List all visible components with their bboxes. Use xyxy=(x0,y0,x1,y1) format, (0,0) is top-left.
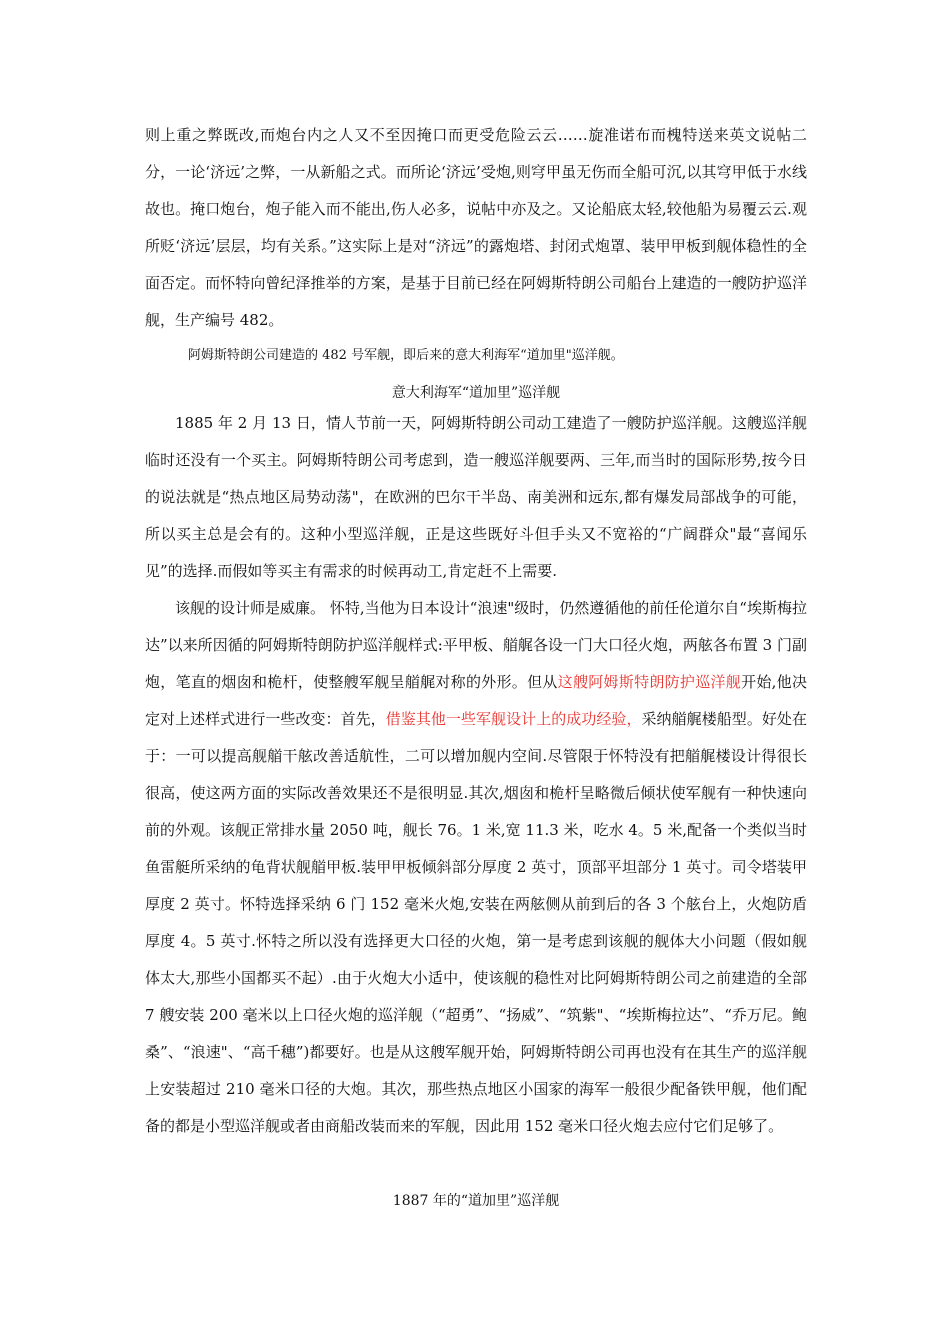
highlighted-text-experience: 借鉴其他一些军舰设计上的成功经验， xyxy=(385,710,642,728)
paragraph-design xyxy=(145,590,807,1145)
design-text-part-3: 采纳艏艉楼船型。好处在于：一可以提高舰艏干舷改善适航性，二可以增加舰内空间.尽管限于怀特没有把艏艉楼设计得很长很高，使这两方面的实际改善效果还不是很明显.其次,烟囱和桅杆呈略微后倾状使军舰有一种快速向前的外观。该舰正常排水量 2050 吨，舰长 76。1 米,宽 11.3 米，吃水 4。5 米,配备一个类似当时鱼雷艇所采纳的龟背状舰艏甲板.装甲甲板倾斜部分厚度 2 英寸，顶部平坦部分 1 英寸。司令塔装甲厚度 2 英寸。怀特选择采纳 6 门 152 毫米火炮,安装在两舷侧从前到后的各 3 个舷台上，火炮防盾厚度 4。5 英寸.怀特之所以没有选择更大口径的火炮，第一是考虑到该舰的舰体大小问题（假如舰体太大,那些小国都买不起）.由于火炮大小适中，使该舰的稳性对比阿姆斯特朗公司之前建造的全部 7 艘安装 200 毫米以上口径火炮的巡洋舰（“超勇”、“扬威”、“筑紫"、“埃斯梅拉达”、“乔万尼。鲍桑”、“浪速"、“高千穗”)都要好。也是从这艘军舰开始，阿姆斯特朗公司再也没有在其生产的巡洋舰上安装超过 210 毫米口径的大炮。其次，那些热点地区小国家的海军一般很少配备铁甲舰，他们配备的都是小型巡洋舰或者由商船改装而来的军舰，因此用 152 毫米口径火炮去应付它们足够了。 xyxy=(145,710,807,1135)
design-text-part-2: 开始,他决定对上述样式进行一些改变：首先， xyxy=(145,673,807,728)
highlighted-text-cruiser: 这艘阿姆斯特朗防护巡洋舰 xyxy=(557,673,742,691)
image-caption-482: 阿姆斯特朗公司建造的 482 号军舰，即后来的意大利海军“道加里"巡洋舰。 xyxy=(188,348,624,363)
design-text-part-1: 该舰的设计师是威廉。 怀特,当他为日本设计“浪速"级时，仍然遵循他的前任伦道尔自“埃斯梅拉达”以来所因循的阿姆斯特朗防护巡洋舰样式:平甲板、艏艉各设一门大口径火炮，两舷各布置 3 门副炮，笔直的烟囱和桅杆，使整艘军舰呈艏艉对称的外形。但从 xyxy=(145,599,807,691)
image-caption-1887: 1887 年的“道加里”巡洋舰 xyxy=(392,1193,560,1209)
paragraph-intro: 则上重之弊既改,而炮台内之人又不至因掩口而更受危险云云……旋准诺布而槐特送来英文说帖二分，一论‘济远’之弊，一从新船之式。而所论‘济远’受炮,则穹甲虽无伤而全船可沉,以其穹甲低于水线故也。掩口炮台，炮子能入而不能出,伤人必多，说帖中亦及之。又论船底太轻,较他船为易覆云云.观所贬‘济远’层层，均有关系。”这实际上是对“济远”的露炮塔、封闭式炮罩、装甲甲板到舰体稳性的全面否定。而怀特向曾纪泽推举的方案，是基于目前已经在阿姆斯特朗公司船台上建造的一艘防护巡洋舰，生产编号 482。 xyxy=(145,126,807,329)
section-heading-dogali: 意大利海军“道加里”巡洋舰 xyxy=(391,385,561,401)
paragraph-construction: 1885 年 2 月 13 日，情人节前一天，阿姆斯特朗公司动工建造了一艘防护巡洋舰。这艘巡洋舰临时还没有一个买主。阿姆斯特朗公司考虑到，造一艘巡洋舰要两、三年,而当时的国际形势,按今日的说法就是“热点地区局势动荡"，在欧洲的巴尔干半岛、南美洲和远东,都有爆发局部战争的可能，所以买主总是会有的。这种小型巡洋舰，正是这些既好斗但手头又不宽裕的“广阔群众"最“喜闻乐见”的选择.而假如等买主有需求的时候再动工,肯定赶不上需要. xyxy=(145,414,807,580)
